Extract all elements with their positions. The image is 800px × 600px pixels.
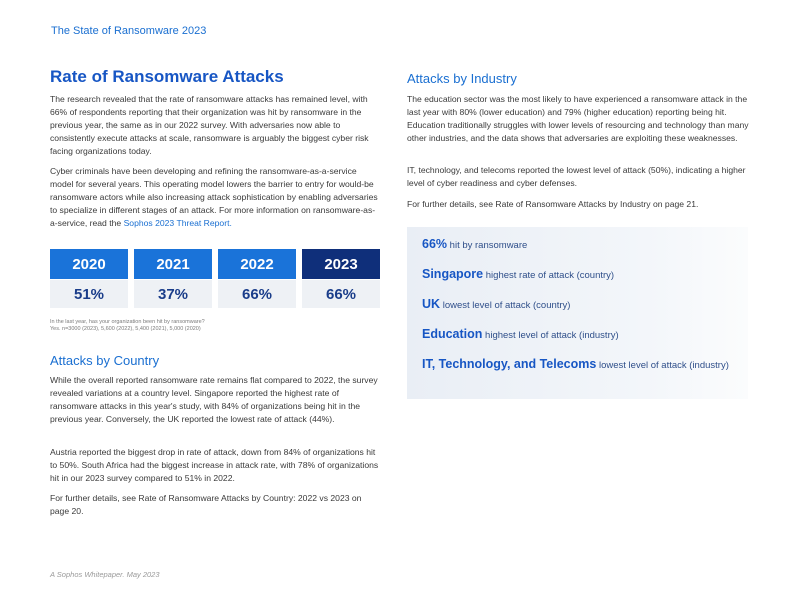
paragraph-rate-2-text: Cyber criminals have been developing and refining the ransomware-as-a-service model for several years. This operating model lowers the barrier to entry for would-be ransomware actors while also increasing attack sophistication by enabling adversaries to specialize in different stages of an attack. For more information on ransomware-as-a-service, read the — [50, 166, 378, 228]
paragraph-rate-2 — [50, 165, 380, 230]
paragraph-rate-1: The research revealed that the rate of ransomware attacks has remained level, with 66% of respondents reporting that their organization was hit by ransomware in the previous year, the same as in our 2022 survey. With adversaries now able to consistently execute attacks at scale, ransomware is arguably the biggest cyber risk facing organizations today. — [50, 94, 369, 156]
rate-value-2023: 66% — [302, 280, 380, 308]
stat-highest-industry-value: Education — [422, 327, 483, 341]
year-cell-2021: 2021 — [134, 249, 212, 279]
rate-value-2021: 37% — [134, 280, 212, 308]
stat-lowest-industry-value: IT, Technology, and Telecoms — [422, 357, 597, 371]
stat-hit-rate — [422, 238, 732, 252]
paragraph-country-3: For further details, see Rate of Ransomware Attacks by Country: 2022 vs 2023 on page 20. — [50, 493, 362, 516]
paragraph-industry-3: For further details, see Rate of Ransomware Attacks by Industry on page 21. — [407, 199, 699, 209]
stat-lowest-industry — [422, 358, 732, 372]
section-heading-country: Attacks by Country — [50, 353, 160, 368]
stat-lowest-country-label: lowest level of attack (country) — [440, 300, 571, 311]
stat-highest-country — [422, 268, 732, 282]
stat-lowest-country — [422, 298, 732, 312]
stat-highest-industry — [422, 328, 732, 342]
section-heading-industry: Attacks by Industry — [407, 71, 517, 86]
document-footer: A Sophos Whitepaper. May 2023 — [50, 570, 160, 579]
year-cell-2023: 2023 — [302, 249, 380, 279]
year-cell-2022: 2022 — [218, 249, 296, 279]
stat-highest-industry-label: highest level of attack (industry) — [482, 330, 619, 341]
paragraph-country-2: Austria reported the biggest drop in rate of attack, down from 84% of organizations hit to 50%. South Africa had the biggest increase in attack rate, with 78% of organizations hit in our 2023 survey compared to 51% in 2022. — [50, 447, 379, 483]
footnote-sample: Yes. n=3000 (2023), 5,600 (2022), 5,400 (2021), 5,000 (2020) — [50, 326, 201, 332]
paragraph-country-1: While the overall reported ransomware rate remains flat compared to 2022, the survey revealed variations at a country level. Singapore reported the highest rate of ransomware attacks in this year's study, with 84% of organizations being hit in the previous year. Conversely, the UK reported the lowest rate of attack (44%). — [50, 375, 378, 424]
rate-value-2022: 66% — [218, 280, 296, 308]
rate-value-2020: 51% — [50, 280, 128, 308]
threat-report-link[interactable]: Sophos 2023 Threat Report. — [123, 218, 232, 228]
key-stats-box — [407, 227, 748, 399]
stat-lowest-country-value: UK — [422, 297, 441, 311]
paragraph-industry-2: IT, technology, and telecoms reported the lowest level of attack (50%), indicating a higher level of cyber readiness and cyber defenses. — [407, 165, 746, 188]
section-heading-rate: Rate of Ransomware Attacks — [50, 67, 284, 86]
stat-hit-rate-label: hit by ransomware — [447, 240, 528, 251]
stat-hit-rate-value: 66% — [422, 237, 448, 251]
year-cell-2020: 2020 — [50, 249, 128, 279]
footnote-question: In the last year, has your organization been hit by ransomware? — [50, 319, 205, 325]
stat-highest-country-value: Singapore — [422, 267, 484, 281]
paragraph-industry-1: The education sector was the most likely to have experienced a ransomware attack in the last year with 80% (lower education) and 79% (higher education) reporting being hit. Education traditionally struggles with lower levels of resourcing and technology than many other industries, and the data shows that adversaries are exploiting these weaknesses. — [407, 94, 749, 143]
stat-lowest-industry-label: lowest level of attack (industry) — [596, 360, 729, 371]
document-header-title: The State of Ransomware 2023 — [51, 25, 207, 37]
yearly-rate-table — [50, 249, 381, 309]
table-footnote — [50, 319, 205, 333]
stat-highest-country-label: highest rate of attack (country) — [483, 270, 615, 281]
